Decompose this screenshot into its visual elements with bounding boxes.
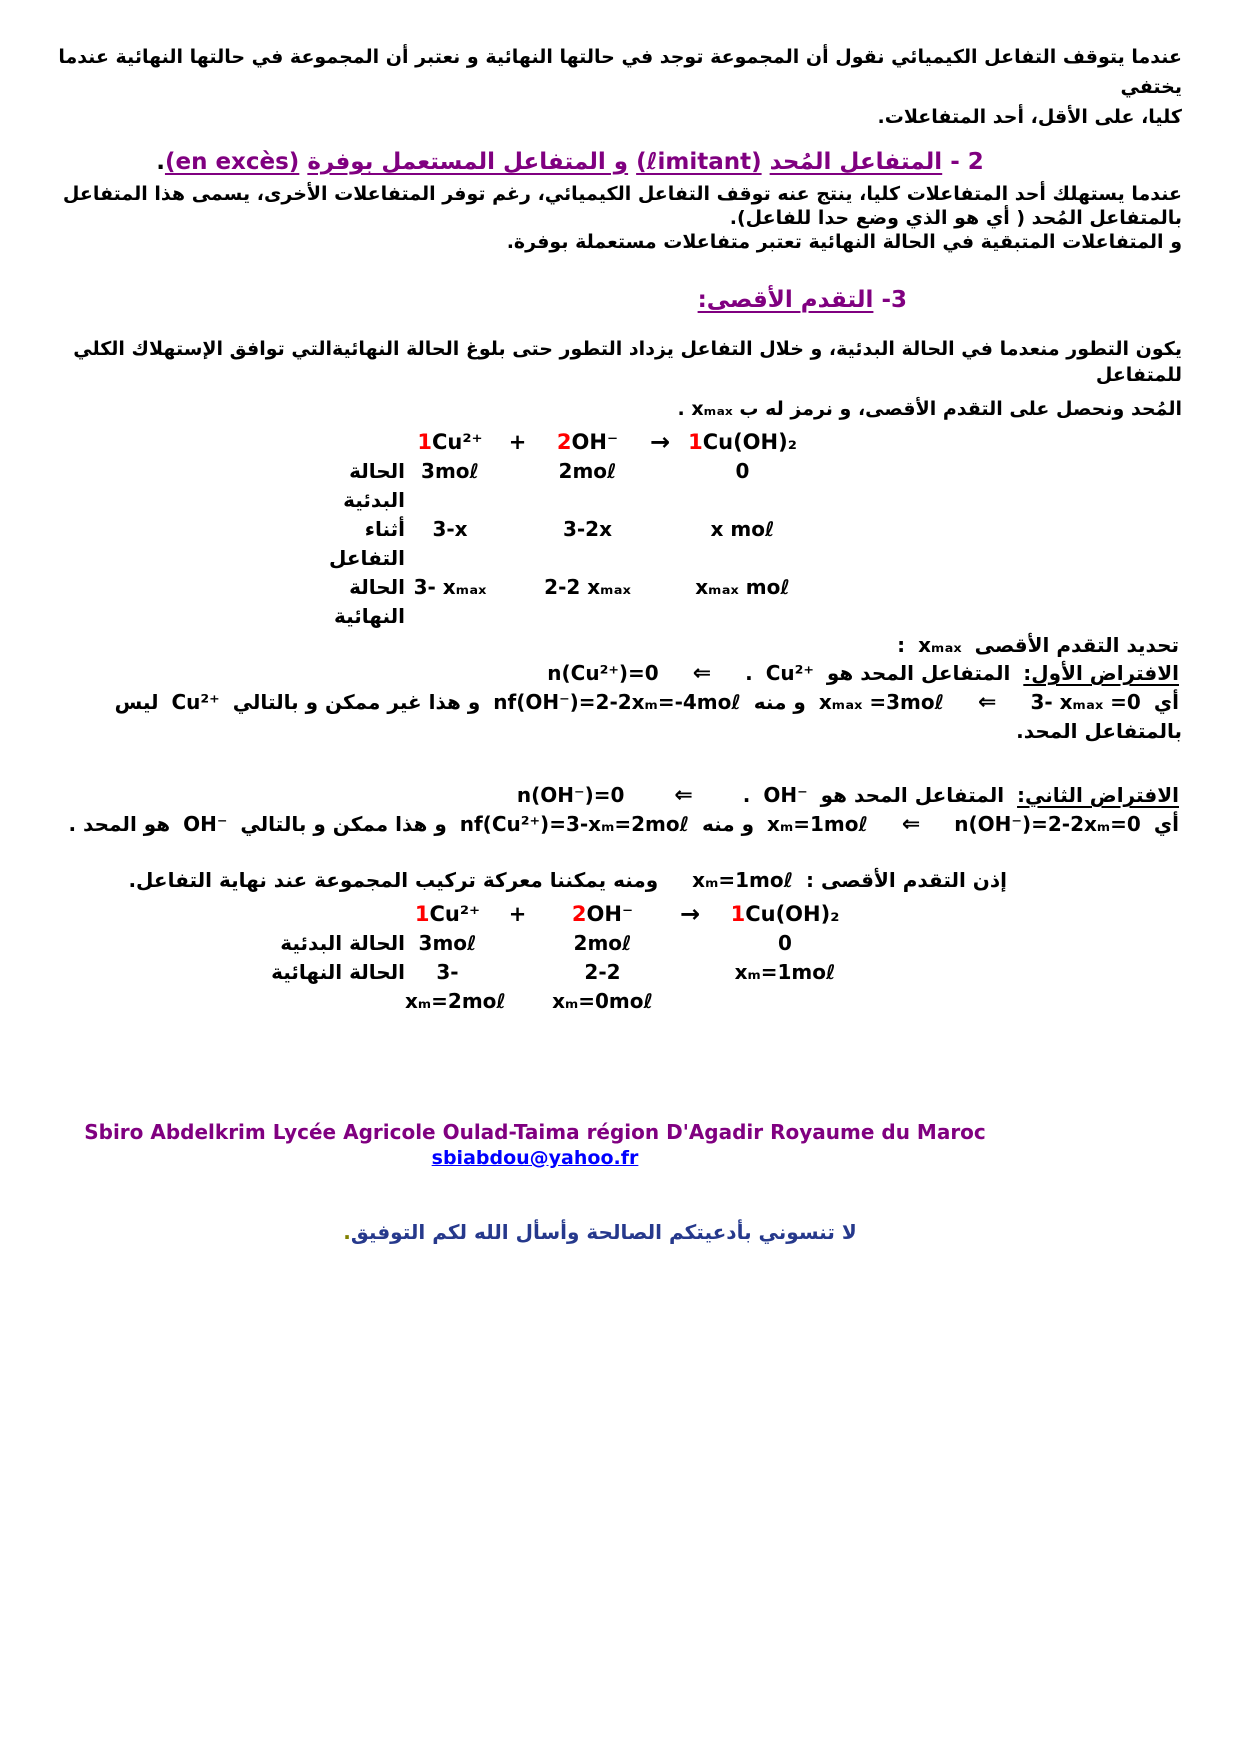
- blessing-line: [58, 1217, 1142, 1247]
- blessing-period: .: [343, 1220, 351, 1244]
- cell-value: 3moℓ: [418, 931, 477, 955]
- section2-heading: [58, 146, 1182, 178]
- email-link[interactable]: sbiabdou@yahoo.fr: [431, 1147, 639, 1169]
- cell-value: x moℓ: [710, 517, 775, 541]
- derivation-formula: xₘₐₓ =3moℓ: [818, 690, 945, 714]
- derivation-formula: n(OH⁻)=2-2xₘ=0: [954, 812, 1141, 836]
- table-row: [290, 515, 1182, 573]
- derivation-formula: 3- xₘₐₓ =0: [1030, 690, 1141, 714]
- conclusion-rest: ومنه يمكننا معركة تركيب المجموعة عند نهاية التفاعل.: [128, 868, 659, 892]
- section3-title: التقدم الأقصى:: [697, 287, 874, 313]
- intro-line-2: كليا، على الأقل، أحد المتفاعلات.: [877, 106, 1182, 128]
- determine-xmax-heading: [58, 631, 1182, 659]
- species-cuoh2: Cu(OH)₂: [745, 902, 840, 926]
- section2-body-line-2: بالمتفاعل المُحد ( أي هو الذي وضع حدا للفاعل).: [729, 207, 1182, 229]
- cell-value: 0: [735, 459, 750, 483]
- row-label-initial-state: الحالة البدئية: [280, 931, 405, 955]
- hypothesis-2-text: المتفاعل المحد هو: [820, 783, 1005, 807]
- hypothesis-2-statement: [58, 781, 1182, 810]
- derivation-text: أي: [1153, 690, 1179, 714]
- coefficient-3: 1: [688, 430, 703, 454]
- cell-value: 2moℓ: [558, 459, 617, 483]
- cell-spacer: [660, 958, 720, 1016]
- row-label-during-reaction: أثناء التفاعل: [329, 517, 405, 570]
- cell-value: 3moℓ: [421, 459, 479, 483]
- hypothesis-1-label: الافتراض الأول:: [1023, 661, 1179, 685]
- determine-heading-text: تحديد التقدم الأقصى: [974, 633, 1179, 657]
- derivation-formula: nf(Cu²⁺)=3-xₘ=2moℓ: [459, 812, 690, 836]
- conclusion-intro: إذن التقدم الأقصى :: [806, 868, 1007, 892]
- hypothesis-1-statement: [58, 659, 1182, 688]
- species-cuoh2: Cu(OH)₂: [702, 430, 797, 454]
- section3-body-line-2: [58, 396, 1182, 422]
- hypothesis-2-species: OH⁻: [763, 783, 808, 807]
- cell-spacer: [490, 958, 545, 1016]
- coefficient-1: 1: [414, 902, 430, 926]
- reaction-table-1: [58, 428, 1182, 631]
- implication-arrow-icon: ⇐: [978, 690, 997, 715]
- product: [685, 428, 800, 457]
- implication-arrow-icon: ⇐: [674, 783, 693, 808]
- derivation-species: OH⁻: [183, 812, 228, 836]
- cell-spacer: [635, 457, 685, 515]
- section2-title-arabic-1: المتفاعل المُحد: [769, 149, 943, 175]
- row-label-initial-state: الحالة البدئية: [343, 459, 405, 512]
- cell-value: 2-2 xₘₐₓ: [544, 575, 631, 599]
- reaction-arrow-icon: →: [649, 428, 671, 456]
- cell-spacer: [495, 457, 540, 515]
- coefficient-2: 2: [571, 902, 587, 926]
- hypothesis-1-conclusion: بالمتفاعل المحد.: [1016, 719, 1182, 743]
- coefficient-3: 1: [730, 902, 746, 926]
- derivation-formula: nf(OH⁻)=2-2xₘ=-4moℓ: [493, 690, 741, 714]
- cell-spacer: [495, 573, 540, 631]
- author-line: Sbiro Abdelkrim Lycée Agricole Oulad-Taima région D'Agadir Royaume du Maroc: [84, 1120, 986, 1144]
- derivation-text: و هذا غير ممكن و بالتالي: [232, 690, 481, 714]
- hypothesis-2-formula: n(OH⁻)=0: [516, 783, 625, 807]
- table-row: [240, 958, 1182, 1016]
- cell-value: 3-2x: [562, 517, 613, 541]
- section3-number: 3-: [881, 287, 907, 313]
- plus-sign: +: [508, 430, 527, 454]
- section3-body-line-2-text: المُحد ونحصل على التقدم الأقصى، و نرمز له ب: [739, 398, 1182, 420]
- coefficient-2: 2: [556, 430, 572, 454]
- xmax-symbol: xₘₐₓ: [691, 398, 733, 420]
- derivation-text: و منه: [753, 690, 806, 714]
- hypothesis-1-period: .: [745, 661, 753, 685]
- derivation-species: Cu²⁺: [171, 690, 220, 714]
- section2-title-arabic-2: و المتفاعل المستعمل بوفرة: [307, 149, 629, 175]
- derivation-formula: xₘ=1moℓ: [767, 812, 868, 836]
- reactant-2: [540, 428, 635, 457]
- table-row: [290, 457, 1182, 515]
- cell-value: xₘ=1moℓ: [734, 960, 836, 984]
- reaction-arrow-icon: →: [679, 900, 701, 928]
- section2-term-en-exces: (en excès): [164, 149, 300, 175]
- reaction-equation-row: [290, 428, 1182, 457]
- product: [720, 900, 850, 929]
- plus-sign: +: [508, 902, 527, 926]
- equation-label-spacer: [290, 428, 405, 457]
- blessing-text: لا تنسوني بأدعيتكم الصالحة وأسأل الله لكم التوفيق: [350, 1220, 857, 1244]
- conclusion-line: [58, 866, 1182, 894]
- cell-value: 0: [778, 931, 792, 955]
- hypothesis-2-block: [58, 781, 1182, 839]
- cell-value: 2moℓ: [573, 931, 632, 955]
- derivation-text: و هذا ممكن و بالتالي: [240, 812, 447, 836]
- species-cu: Cu²⁺: [429, 902, 481, 926]
- derivation-text: هو المحد .: [68, 812, 171, 836]
- reactant-1: [405, 900, 490, 929]
- table-row: [290, 573, 1182, 631]
- xmax-symbol: xₘₐₓ: [918, 633, 962, 657]
- species-oh: OH⁻: [571, 430, 619, 454]
- hypothesis-2-label: الافتراض الثاني:: [1017, 783, 1179, 807]
- section3-heading: [58, 284, 1182, 316]
- cell-spacer: [490, 929, 545, 958]
- section3-body-line-1: يكون التطور منعدما في الحالة البدئية، و خلال التفاعل يزداد التطور حتى بلوغ الحالة النهائيةالتي توافق الإستهلاك الكلي للمتفاعل: [73, 338, 1182, 386]
- cell-value: 3-x: [432, 517, 468, 541]
- section2-body-line-1: عندما يستهلك أحد المتفاعلات كليا، ينتج عنه توقف التفاعل الكيميائي، رغم توفر المتفاعلات الأخرى، يسمى هذا المتفاعل: [62, 183, 1182, 205]
- table-row: [240, 929, 1182, 958]
- cell-value: 3- xₘₐₓ: [413, 575, 487, 599]
- hypothesis-1-text: المتفاعل المحد هو: [826, 661, 1011, 685]
- section2-body-line-3: و المتفاعلات المتبقية في الحالة النهائية تعتبر متفاعلات مستعملة بوفرة.: [506, 231, 1182, 253]
- cell-spacer: [635, 515, 685, 573]
- determine-heading-colon: :: [897, 633, 906, 657]
- derivation-text: و منه: [702, 812, 755, 836]
- equation-label-spacer: [240, 900, 405, 929]
- species-oh: OH⁻: [586, 902, 634, 926]
- species-cu: Cu²⁺: [431, 430, 483, 454]
- reactant-1: [405, 428, 495, 457]
- implication-arrow-icon: ⇐: [692, 661, 712, 686]
- cell-spacer: [635, 573, 685, 631]
- derivation-text: أي: [1153, 812, 1179, 836]
- conclusion-value: xₘ=1moℓ: [692, 868, 794, 892]
- section2-number: 2 -: [950, 149, 984, 175]
- section2-term-limitant: (ℓimitant): [636, 149, 762, 175]
- hypothesis-1-derivation: [58, 688, 1182, 717]
- hypothesis-2-period: .: [742, 783, 751, 807]
- cell-value: 3-xₘ=2moℓ: [405, 960, 506, 1013]
- hypothesis-1-formula: n(Cu²⁺)=0: [547, 661, 659, 685]
- cell-value: 2-2 xₘ=0moℓ: [552, 960, 653, 1013]
- row-label-final-state: الحالة النهائية: [271, 960, 405, 984]
- hypothesis-1-species: Cu²⁺: [765, 661, 814, 685]
- coefficient-1: 1: [417, 430, 432, 454]
- section2-period: .: [156, 149, 165, 175]
- cell-spacer: [495, 515, 540, 573]
- author-credit-block: [58, 1119, 1012, 1171]
- derivation-text: ليس: [114, 690, 159, 714]
- reactant-2: [545, 900, 660, 929]
- cell-value: xₘₐₓ moℓ: [695, 575, 790, 599]
- intro-line-1: عندما يتوقف التفاعل الكيميائي نقول أن المجموعة توجد في حالتها النهائية و نعتبر أن المجموعة في حالتها النهائية عندما يختفي: [58, 46, 1182, 98]
- cell-spacer: [660, 929, 720, 958]
- section3-body-line-2-period: .: [677, 398, 685, 420]
- hypothesis-2-derivation: [58, 810, 1182, 839]
- row-label-final-state: الحالة النهائية: [333, 575, 405, 628]
- reaction-equation-row: [240, 900, 1182, 929]
- section2-body: [58, 182, 1182, 254]
- implication-arrow-icon: ⇐: [901, 812, 921, 837]
- reaction-table-2: [58, 900, 1182, 1016]
